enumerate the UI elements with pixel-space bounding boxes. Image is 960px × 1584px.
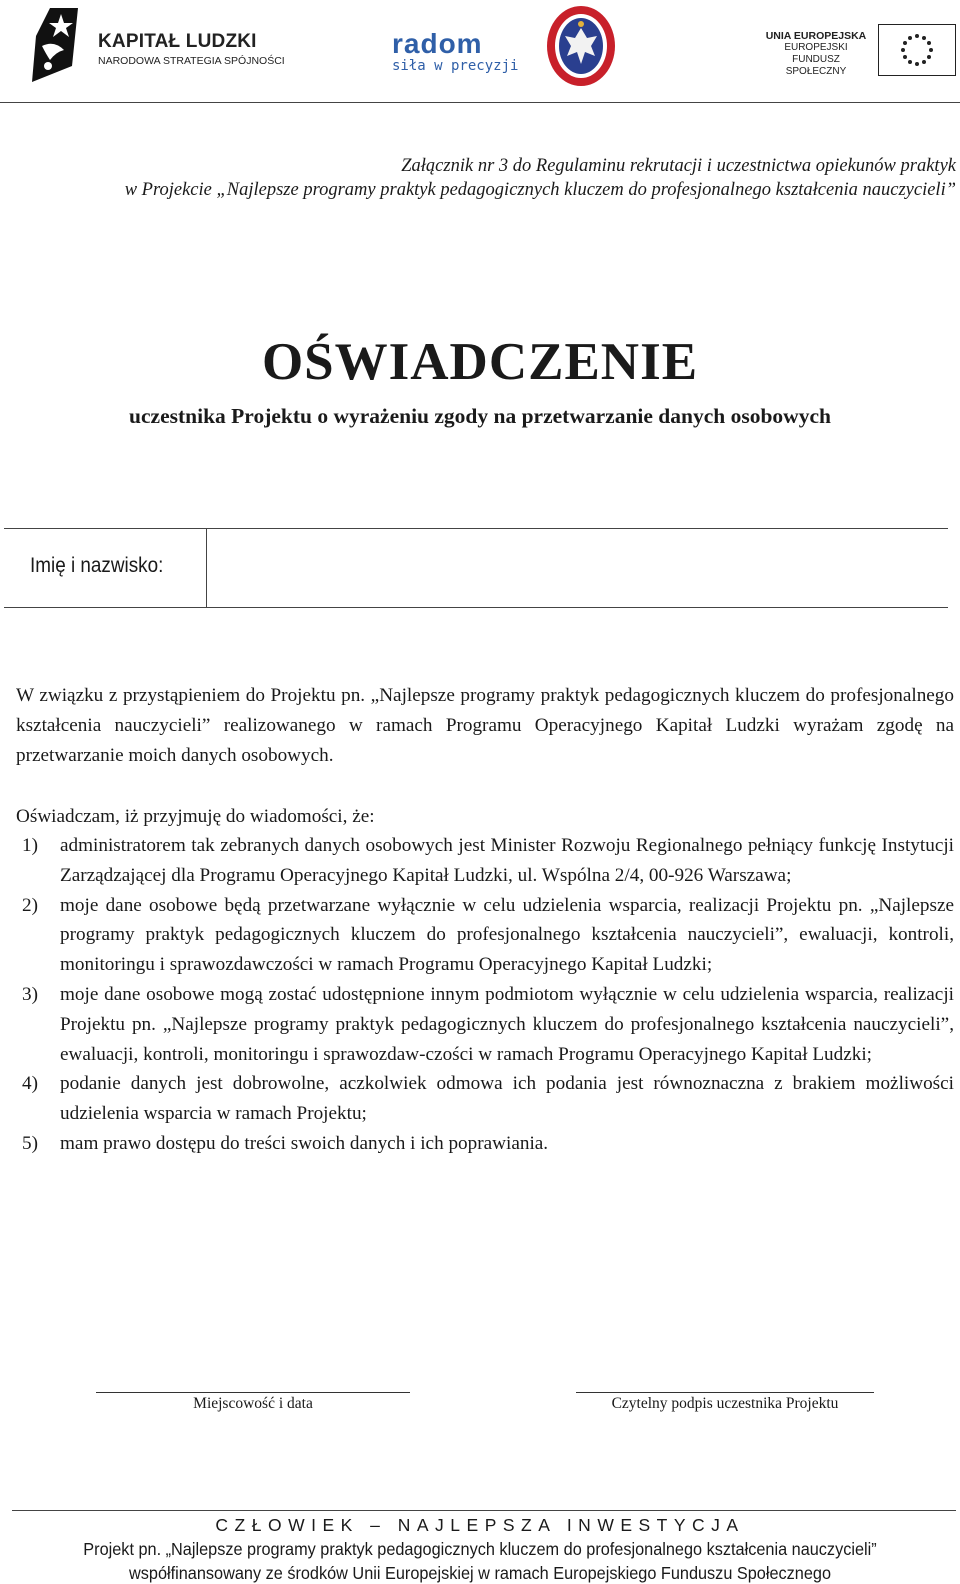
university-seal-icon <box>545 4 617 88</box>
list-item-number: 4) <box>22 1073 38 1095</box>
radom-wordmark: radom <box>392 28 483 59</box>
list-item <box>16 980 954 1069</box>
intro-paragraph: W związku z przystąpieniem do Projektu pn. „Najlepsze programy praktyk pedagogicznych kluczem do profesjonalnego kształcenia nauczycieli” realizowanego w ramach Programu Operacyjnego Kapitał Ludzki wyrażam zgodę na przetwarzanie moich danych osobowych. <box>16 685 954 766</box>
list-item <box>16 1129 954 1159</box>
header-divider <box>0 102 960 103</box>
list-item <box>16 831 954 891</box>
name-field-divider <box>206 528 207 608</box>
footer-project-line: Projekt pn. „Najlepsze programy praktyk pedagogicznych kluczem do profesjonalnego kształcenia nauczycieli” <box>83 1539 877 1559</box>
footer-funding-line: współfinansowany ze środków Unii Europejskiej w ramach Europejskiego Funduszu Społecznego <box>128 1563 832 1583</box>
document-subtitle: uczestnika Projektu o wyrażeniu zgody na przetwarzanie danych osobowych <box>129 404 831 428</box>
footer-divider <box>12 1510 956 1511</box>
list-item-text: podanie danych jest dobrowolne, aczkolwiek odmowa ich podania jest równoznaczna z brakiem możliwości udzielenia wsparcia w ramach Projektu; <box>60 1073 954 1125</box>
signature-line[interactable] <box>576 1392 874 1393</box>
list-item-number: 2) <box>22 894 38 916</box>
list-item-number: 3) <box>22 983 38 1005</box>
name-field-top-border <box>4 528 948 529</box>
list-item-number: 1) <box>22 835 38 856</box>
list-item-text: moje dane osobowe będą przetwarzane wyłącznie w celu udzielenia wsparcia, realizacji Projektu pn. „Najlepsze programy praktyk pedagogicznych kluczem do profesjonalnego kształcenia nauczycieli”, ewaluacji, kontroli, monitoringu i sprawozdawczości w ramach Programu Operacyjnego Kapitał Ludzki; <box>60 894 954 976</box>
declaration-intro: Oświadczam, iż przyjmuję do wiadomości, że: <box>16 806 375 827</box>
annex-note <box>20 154 956 202</box>
kapital-ludzki-subtitle: NARODOWA STRATEGIA SPÓJNOŚCI <box>98 55 285 67</box>
kapital-ludzki-title: KAPITAŁ LUDZKI <box>98 31 257 52</box>
radom-tagline: siła w precyzji <box>392 58 519 74</box>
list-item-text: mam prawo dostępu do treści swoich danych i ich poprawiania. <box>60 1132 549 1154</box>
eu-label-line3: FUNDUSZ SPOŁECZNY <box>785 54 847 77</box>
name-field-input[interactable] <box>214 540 934 596</box>
eu-label-line2: EUROPEJSKI <box>784 42 848 53</box>
name-field-bottom-border <box>4 607 948 608</box>
eu-label-line1: UNIA EUROPEJSKA <box>765 30 867 42</box>
radom-logo <box>392 28 522 76</box>
list-item <box>16 891 954 980</box>
footer-motto: CZŁOWIEK – NAJLEPSZA INWESTYCJA <box>215 1515 745 1535</box>
place-date-label: Miejscowość i data <box>193 1395 313 1412</box>
signature-label: Czytelny podpis uczestnika Projektu <box>611 1395 839 1412</box>
list-item <box>16 1069 954 1129</box>
list-item-text: moje dane osobowe mogą zostać udostępnione innym podmiotom wyłącznie w celu udzielenia wsparcia, realizacji Projektu pn. „Najlepsze programy praktyk pedagogicznych kluczem do profesjonalnego kształcenia nauczycieli”, ewaluacji, kontroli, monitoringu i sprawozdaw-czości w ramach Programu Operacyjnego Kapitał Ludzki; <box>60 983 954 1065</box>
annex-line-2: w Projekcie „Najlepsze programy praktyk pedagogicznych kluczem do profesjonalnego kształcenia nauczycieli” <box>124 180 956 200</box>
kapital-ludzki-logo <box>28 6 288 84</box>
eu-flag-icon <box>878 24 956 76</box>
place-date-line[interactable] <box>96 1392 410 1393</box>
name-field-label: Imię i nazwisko: <box>30 554 164 577</box>
declaration-list <box>16 831 954 1159</box>
annex-line-1: Załącznik nr 3 do Regulaminu rekrutacji i uczestnictwa opiekunów praktyk <box>401 156 956 176</box>
eu-label <box>764 30 868 78</box>
kapital-ludzki-emblem-icon <box>28 6 84 84</box>
document-title: OŚWIADCZENIE <box>261 333 699 391</box>
list-item-number: 5) <box>22 1132 38 1154</box>
list-item-text: administratorem tak zebranych danych osobowych jest Minister Rozwoju Regionalnego pełniący funkcję Instytucji Zarządzającej dla Programu Operacyjnego Kapitał Ludzki, ul. Wspólna 2/4, 00-926 Warszawa; <box>60 835 954 886</box>
